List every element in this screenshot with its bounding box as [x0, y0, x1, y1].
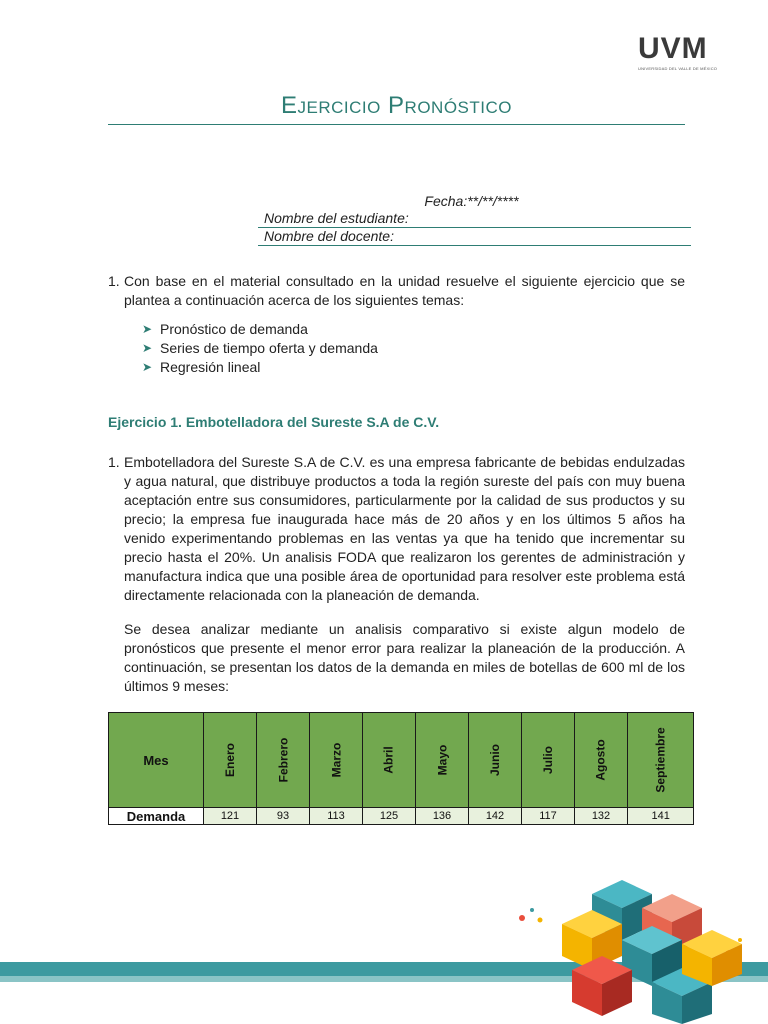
list-item: ➤ Regresión lineal — [142, 359, 261, 375]
arrow-bullet-icon: ➤ — [142, 360, 153, 374]
month-header: Junio — [469, 713, 522, 808]
case-paragraph — [108, 453, 685, 605]
month-header: Abril — [363, 713, 416, 808]
month-header: Agosto — [575, 713, 628, 808]
case-paragraph-2: Se desea analizar mediante un analisis comparativo si existe algun modelo de pronósticos que presente el menor error para realizar la planeación de la producción. A continuación, se presentan los datos de la demanda en miles de botellas de 600 ml de los últimos 9 meses: — [124, 621, 685, 694]
table-row — [109, 808, 694, 825]
table-cell: 121 — [204, 808, 257, 825]
arrow-bullet-icon: ➤ — [142, 322, 153, 336]
month-header: Julio — [522, 713, 575, 808]
confetti-dot — [738, 938, 742, 942]
month-header: Marzo — [310, 713, 363, 808]
intro-text: Con base en el material consultado en la unidad resuelve el siguiente ejercicio que se plantea a continuación acerca de los siguientes temas: — [124, 273, 685, 308]
table-cell: 141 — [628, 808, 694, 825]
decorative-cubes-graphic — [512, 874, 768, 1024]
table-cell: 136 — [416, 808, 469, 825]
teacher-name-field: Nombre del docente: — [258, 228, 691, 246]
list-item: ➤ Series de tiempo oferta y demanda — [142, 340, 378, 356]
case-number: 1. — [108, 454, 120, 470]
row-label: Demanda — [109, 808, 204, 825]
case-text: Embotelladora del Sureste S.A de C.V. es una empresa fabricante de bebidas endulzadas y agua natural, que distribuye productos a toda la región sureste del país con muy buena aceptación entre sus consumidores, particularmente por la calidad de sus productos y su precio; la empresa fue inaugurada hace más de 20 años y en los últimos 5 años ha venido experimentando problemas en las ventas ya que ha tenido que incrementar su precio hasta el 20%. Un analisis FODA que realizaron los gerentes de administración y manufactura indica que una posible área de oportunidad para resolver este problema está directamente relacionada con la planeación de demanda. — [124, 454, 685, 603]
table-cell: 113 — [310, 808, 363, 825]
table-cell: 142 — [469, 808, 522, 825]
month-header: Mayo — [416, 713, 469, 808]
confetti-dot — [538, 918, 543, 923]
table-cell: 132 — [575, 808, 628, 825]
table-cell: 93 — [257, 808, 310, 825]
month-header: Septiembre — [628, 713, 694, 808]
student-name-field: Nombre del estudiante: — [258, 210, 691, 228]
table-cell: 117 — [522, 808, 575, 825]
exercise-heading: Ejercicio 1. Embotelladora del Sureste S.A de C.V. — [108, 414, 440, 430]
logo-tagline: UNIVERSIDAD DEL VALLE DE MÉXICO — [638, 66, 718, 71]
page-title: Ejercicio Pronóstico — [281, 92, 512, 119]
intro-number: 1. — [108, 273, 120, 289]
confetti-dot — [519, 915, 525, 921]
logo-mark: UVM — [638, 32, 708, 65]
topic-list — [142, 320, 378, 377]
arrow-bullet-icon: ➤ — [142, 341, 153, 355]
title-divider — [108, 124, 685, 125]
header-label: Mes — [109, 713, 204, 808]
date-field: Fecha:**/**/**** — [424, 193, 519, 209]
table-cell: 125 — [363, 808, 416, 825]
list-item: ➤ Pronóstico de demanda — [142, 321, 308, 337]
month-header: Enero — [204, 713, 257, 808]
confetti-dot — [530, 908, 534, 912]
month-header: Febrero — [257, 713, 310, 808]
demand-table — [108, 712, 694, 825]
table-header-row — [109, 713, 694, 808]
intro-paragraph — [108, 272, 685, 310]
uvm-logo — [638, 34, 718, 71]
